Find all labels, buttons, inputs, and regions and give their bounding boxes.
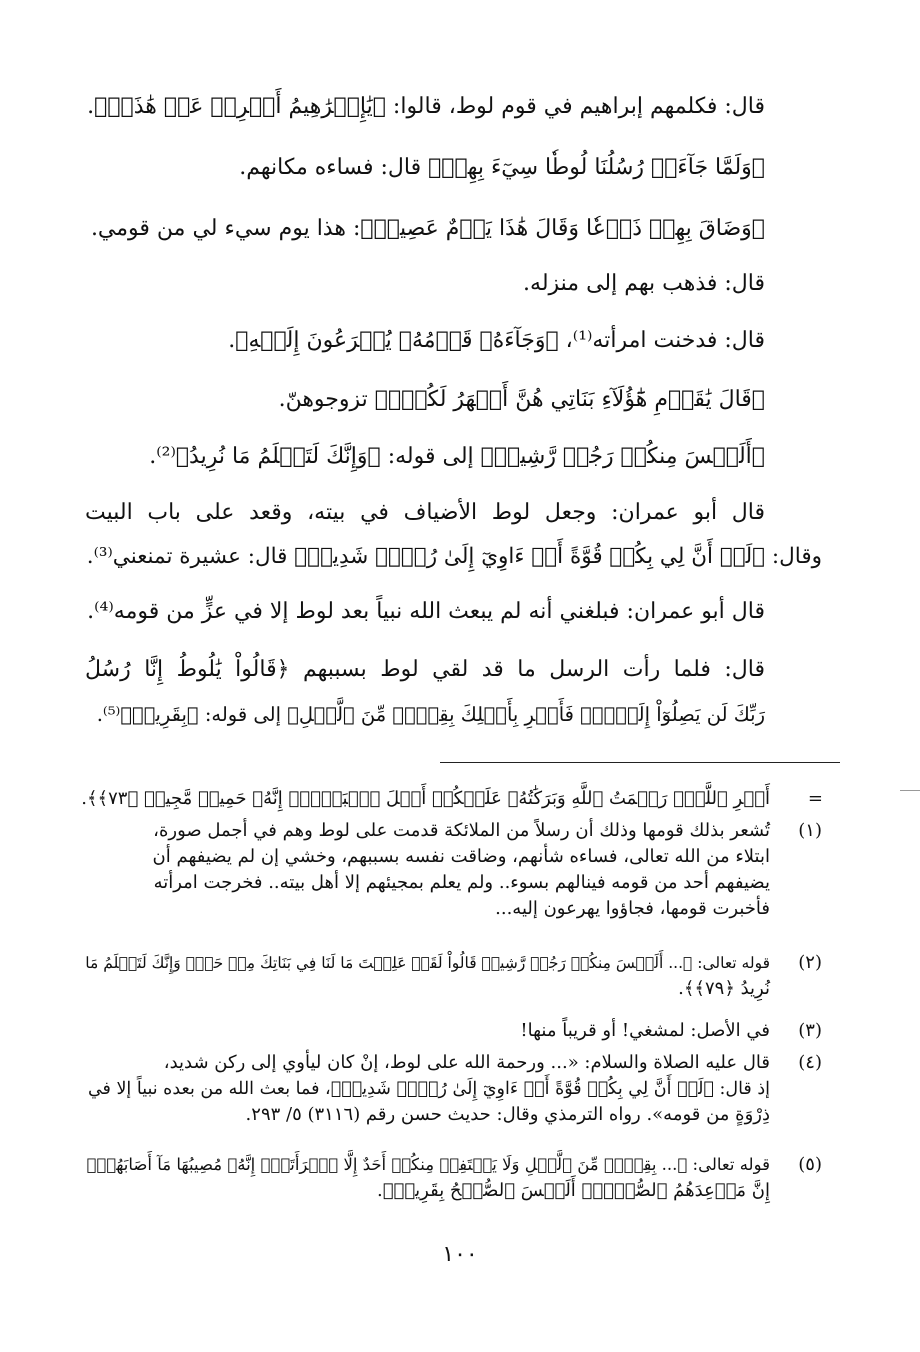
main-text-line: قال: فلما رأت الرسل ما قد لقي لوط بسببهم ﴿قَالُواْ يَٰلُوطُ إِنَّا رُسُلُ (85, 657, 765, 682)
footnote-line: نُرِيدُ ﴿٧٩﴾﴾. (678, 978, 770, 999)
main-text-line: ﴿قَالَ يَٰقَوۡمِ هَٰٓؤُلَآءِ بَنَاتِي هُنَّ أَطۡهَرُ لَكُمۡۖ﴾ تزوجوهنّ. (278, 387, 765, 412)
footnote-number: (٢) (798, 952, 822, 973)
footnote-continuation-mark: = (807, 788, 823, 809)
footnote-separator (440, 762, 840, 763)
footnote-line: أَمۡرِ ٱللَّهِۖ رَحۡمَتُ ٱللَّهِ وَبَرَكَٰتُهُۥ عَلَيۡكُمۡ أَهۡلَ ٱلۡبَيۡتِۚ إِنَّهُۥ حَمِيدٞ مَّجِيدٞ ﴿٧٣﴾﴾. (81, 788, 770, 809)
footnote-line: إِنَّ مَوۡعِدَهُمُ ٱلصُّبۡحُۚ أَلَيۡسَ ٱلصُّبۡحُ بِقَرِيبٖ﴾. (377, 1180, 770, 1201)
footnote-number: (٥) (798, 1154, 822, 1175)
page-number: ١٠٠ (442, 1242, 478, 1267)
footnote-line: فأخبرت قومها، فجاؤوا يهرعون إليه... (495, 898, 770, 919)
footnote-line: ذِرْوَةٍ من قومه». رواه الترمذي وقال: حديث حسن رقم (٣١١٦) ٥/ ٢٩٣. (245, 1104, 770, 1125)
main-text-line: ﴿وَلَمَّا جَآءَتۡ رُسُلُنَا لُوطٗا سِيٓءَ بِهِمۡ﴾ قال: فساءه مكانهم. (239, 155, 765, 180)
footnote-5 (70, 1152, 770, 1204)
footnote-1 (70, 818, 770, 922)
main-text-line: ﴿وَضَاقَ بِهِمۡ ذَرۡعٗا وَقَالَ هَٰذَا يَوۡمٌ عَصِيبٞ﴾: هذا يوم سيء لي من قومي. (90, 216, 765, 241)
footnote-continuation (70, 786, 770, 812)
footnote-number: (٣) (798, 1020, 822, 1041)
main-text-line: ﴿أَلَيۡسَ مِنكُمۡ رَجُلٞ رَّشِيدٞ﴾ إلى قوله: ﴿وَإِنَّكَ لَتَعۡلَمُ مَا نُرِيدُ﴾⁽²⁾. (149, 444, 765, 469)
main-text-line: قال أبو عمران: فبلغني أنه لم يبعث الله نبياً بعد لوط إلا في عزٍّ من قومه⁽⁴⁾. (87, 599, 765, 624)
footnote-line: إذ قال: ﴿لَوۡ أَنَّ لِي بِكُمۡ قُوَّةً أَوۡ ءَاوِيٓ إِلَىٰ رُكۡنٖ شَدِيدٖ﴾، فما بعث الله من بعده نبياً إلا في (87, 1079, 770, 1099)
footnote-2 (70, 950, 770, 1002)
footnote-line: قوله تعالى: ﴿... بِقِطۡعٖ مِّنَ ٱلَّيۡلِ وَلَا يَلۡتَفِتۡ مِنكُمۡ أَحَدٌ إِلَّا ٱمۡرَأَتَكَۖ إِنَّهُۥ مُصِيبُهَا مَآ أَصَابَهُمۡۚ (86, 1155, 770, 1174)
footnote-line: قال عليه الصلاة والسلام: «... ورحمة الله على لوط، إنْ كان ليأوي إلى ركن شديد، (163, 1052, 770, 1073)
footnote-line: يضيفهم أحد من قومه فينالهم بسوء.. ولم يعلم بمجيئهم إلا أهل بيته.. فخرجت امرأته (153, 872, 770, 893)
footnote-line: ابتلاء من الله تعالى، فساءه شأنهم، وضاقت نفسه بسببهم، وخشي إن لم يضيفهم أن (152, 846, 770, 867)
footnote-3 (70, 1018, 770, 1044)
main-text-line: قال: فكلمهم إبراهيم في قوم لوط، قالوا: ﴿يَٰإِبۡرَٰهِيمُ أَعۡرِضۡ عَنۡ هَٰذَآۖ﴾. (87, 94, 765, 119)
main-text-line: رَبِّكَ لَن يَصِلُوٓاْ إِلَيۡكَۖ فَأَسۡرِ بِأَهۡلِكَ بِقِطۡعٖ مِّنَ ٱلَّيۡلِ﴾ إلى قوله: ﴿بِقَرِيبٖ﴾⁽⁵⁾. (96, 703, 765, 726)
footnote-number: (٤) (798, 1052, 822, 1073)
footnote-line: في الأصل: لمشغي! أو قريباً منها! (520, 1020, 770, 1041)
main-text-line: وقال: ﴿لَوۡ أَنَّ لِي بِكُمۡ قُوَّةً أَوۡ ءَاوِيٓ إِلَىٰ رُكۡنٖ شَدِيدٖ﴾ قال: عشيرة تمنعني⁽³⁾. (86, 544, 822, 569)
footnote-line: قوله تعالى: ﴿... أَلَيۡسَ مِنكُمۡ رَجُلٞ رَّشِيدٞ قَالُواْ لَقَدۡ عَلِمۡتَ مَا لَنَا فِي بَنَاتِكَ مِنۡ حَقّٖ وَإِنَّكَ لَتَعۡلَمُ مَا (85, 954, 770, 972)
margin-mark (900, 790, 920, 791)
footnote-number: (١) (798, 820, 822, 841)
footnote-4 (70, 1050, 770, 1128)
main-text-line: قال: فذهب بهم إلى منزله. (523, 271, 765, 296)
main-text-line: قال أبو عمران: وجعل لوط الأضياف في بيته، وقعد على باب البيت (85, 500, 765, 525)
footnote-line: تُشعر بذلك قومها وذلك أن رسلاً من الملائكة قدمت على لوط وهم في أجمل صورة، (153, 820, 770, 841)
main-text-line: قال: فدخنت امرأته⁽¹⁾، ﴿وَجَآءَهُۥ قَوۡمُهُۥ يُهۡرَعُونَ إِلَيۡهِ﴾. (228, 328, 765, 353)
